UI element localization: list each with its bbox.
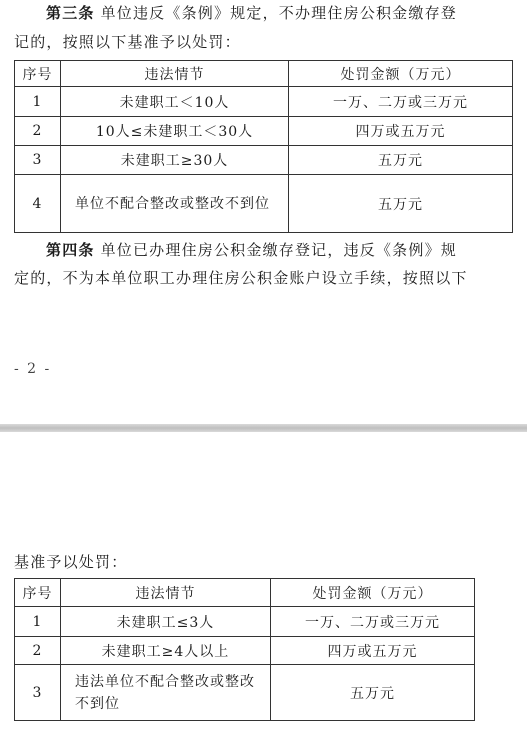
row-no: 2 — [15, 117, 61, 146]
header-penalty: 处罚金额（万元） — [289, 61, 513, 87]
row-situation: 未建职工≤3人 — [61, 607, 271, 637]
cut-off-text-fragment — [40, 726, 200, 732]
row-no: 3 — [15, 665, 61, 721]
row-penalty: 一万、二万或三万元 — [271, 607, 475, 637]
article-3-heading: 第三条 — [46, 4, 95, 22]
row-penalty: 四万或五万元 — [289, 117, 513, 146]
header-no: 序号 — [15, 579, 61, 607]
page-number: - 2 - — [14, 361, 52, 377]
row-situation: 单位不配合整改或整改不到位 — [61, 175, 289, 233]
header-penalty: 处罚金额（万元） — [271, 579, 475, 607]
table-row — [15, 607, 475, 637]
article-3-line-1 — [46, 2, 516, 24]
table-header-row — [15, 61, 513, 87]
row-penalty: 五万元 — [289, 175, 513, 233]
article-4-continuation: 基准予以处罚： — [14, 553, 128, 571]
table-row — [15, 175, 513, 233]
row-penalty: 五万元 — [271, 665, 475, 721]
row-situation: 违法单位不配合整改或整改不到位 — [61, 665, 271, 721]
article-4-text: 单位已办理住房公积金缴存登记，违反《条例》规 — [94, 241, 457, 259]
row-situation: 未建职工≥4人以上 — [61, 637, 271, 665]
row-no: 2 — [15, 637, 61, 665]
row-situation: 未建职工＜10人 — [61, 87, 289, 117]
penalty-table-1 — [14, 60, 513, 233]
row-situation: 10人≤未建职工＜30人 — [61, 117, 289, 146]
row-no: 4 — [15, 175, 61, 233]
row-situation: 未建职工≥30人 — [61, 146, 289, 175]
page-separator — [0, 424, 527, 432]
article-4-line-1 — [46, 239, 516, 261]
penalty-table-2 — [14, 578, 475, 721]
article-4-line-2: 定的，不为本单位职工办理住房公积金账户设立手续，按照以下 — [14, 269, 468, 287]
table-row — [15, 87, 513, 117]
document-page-bottom — [0, 432, 527, 732]
header-situation: 违法情节 — [61, 61, 289, 87]
header-situation: 违法情节 — [61, 579, 271, 607]
row-no: 1 — [15, 87, 61, 117]
table-row — [15, 637, 475, 665]
article-4-heading: 第四条 — [46, 241, 95, 259]
row-penalty: 一万、二万或三万元 — [289, 87, 513, 117]
header-no: 序号 — [15, 61, 61, 87]
table-row — [15, 117, 513, 146]
row-penalty: 四万或五万元 — [271, 637, 475, 665]
row-penalty: 五万元 — [289, 146, 513, 175]
row-no: 1 — [15, 607, 61, 637]
table-row — [15, 665, 475, 721]
article-3-line-2: 记的，按照以下基准予以处罚： — [14, 33, 241, 51]
table-header-row — [15, 579, 475, 607]
article-3-text: 单位违反《条例》规定，不办理住房公积金缴存登 — [94, 4, 457, 22]
table-row — [15, 146, 513, 175]
row-no: 3 — [15, 146, 61, 175]
